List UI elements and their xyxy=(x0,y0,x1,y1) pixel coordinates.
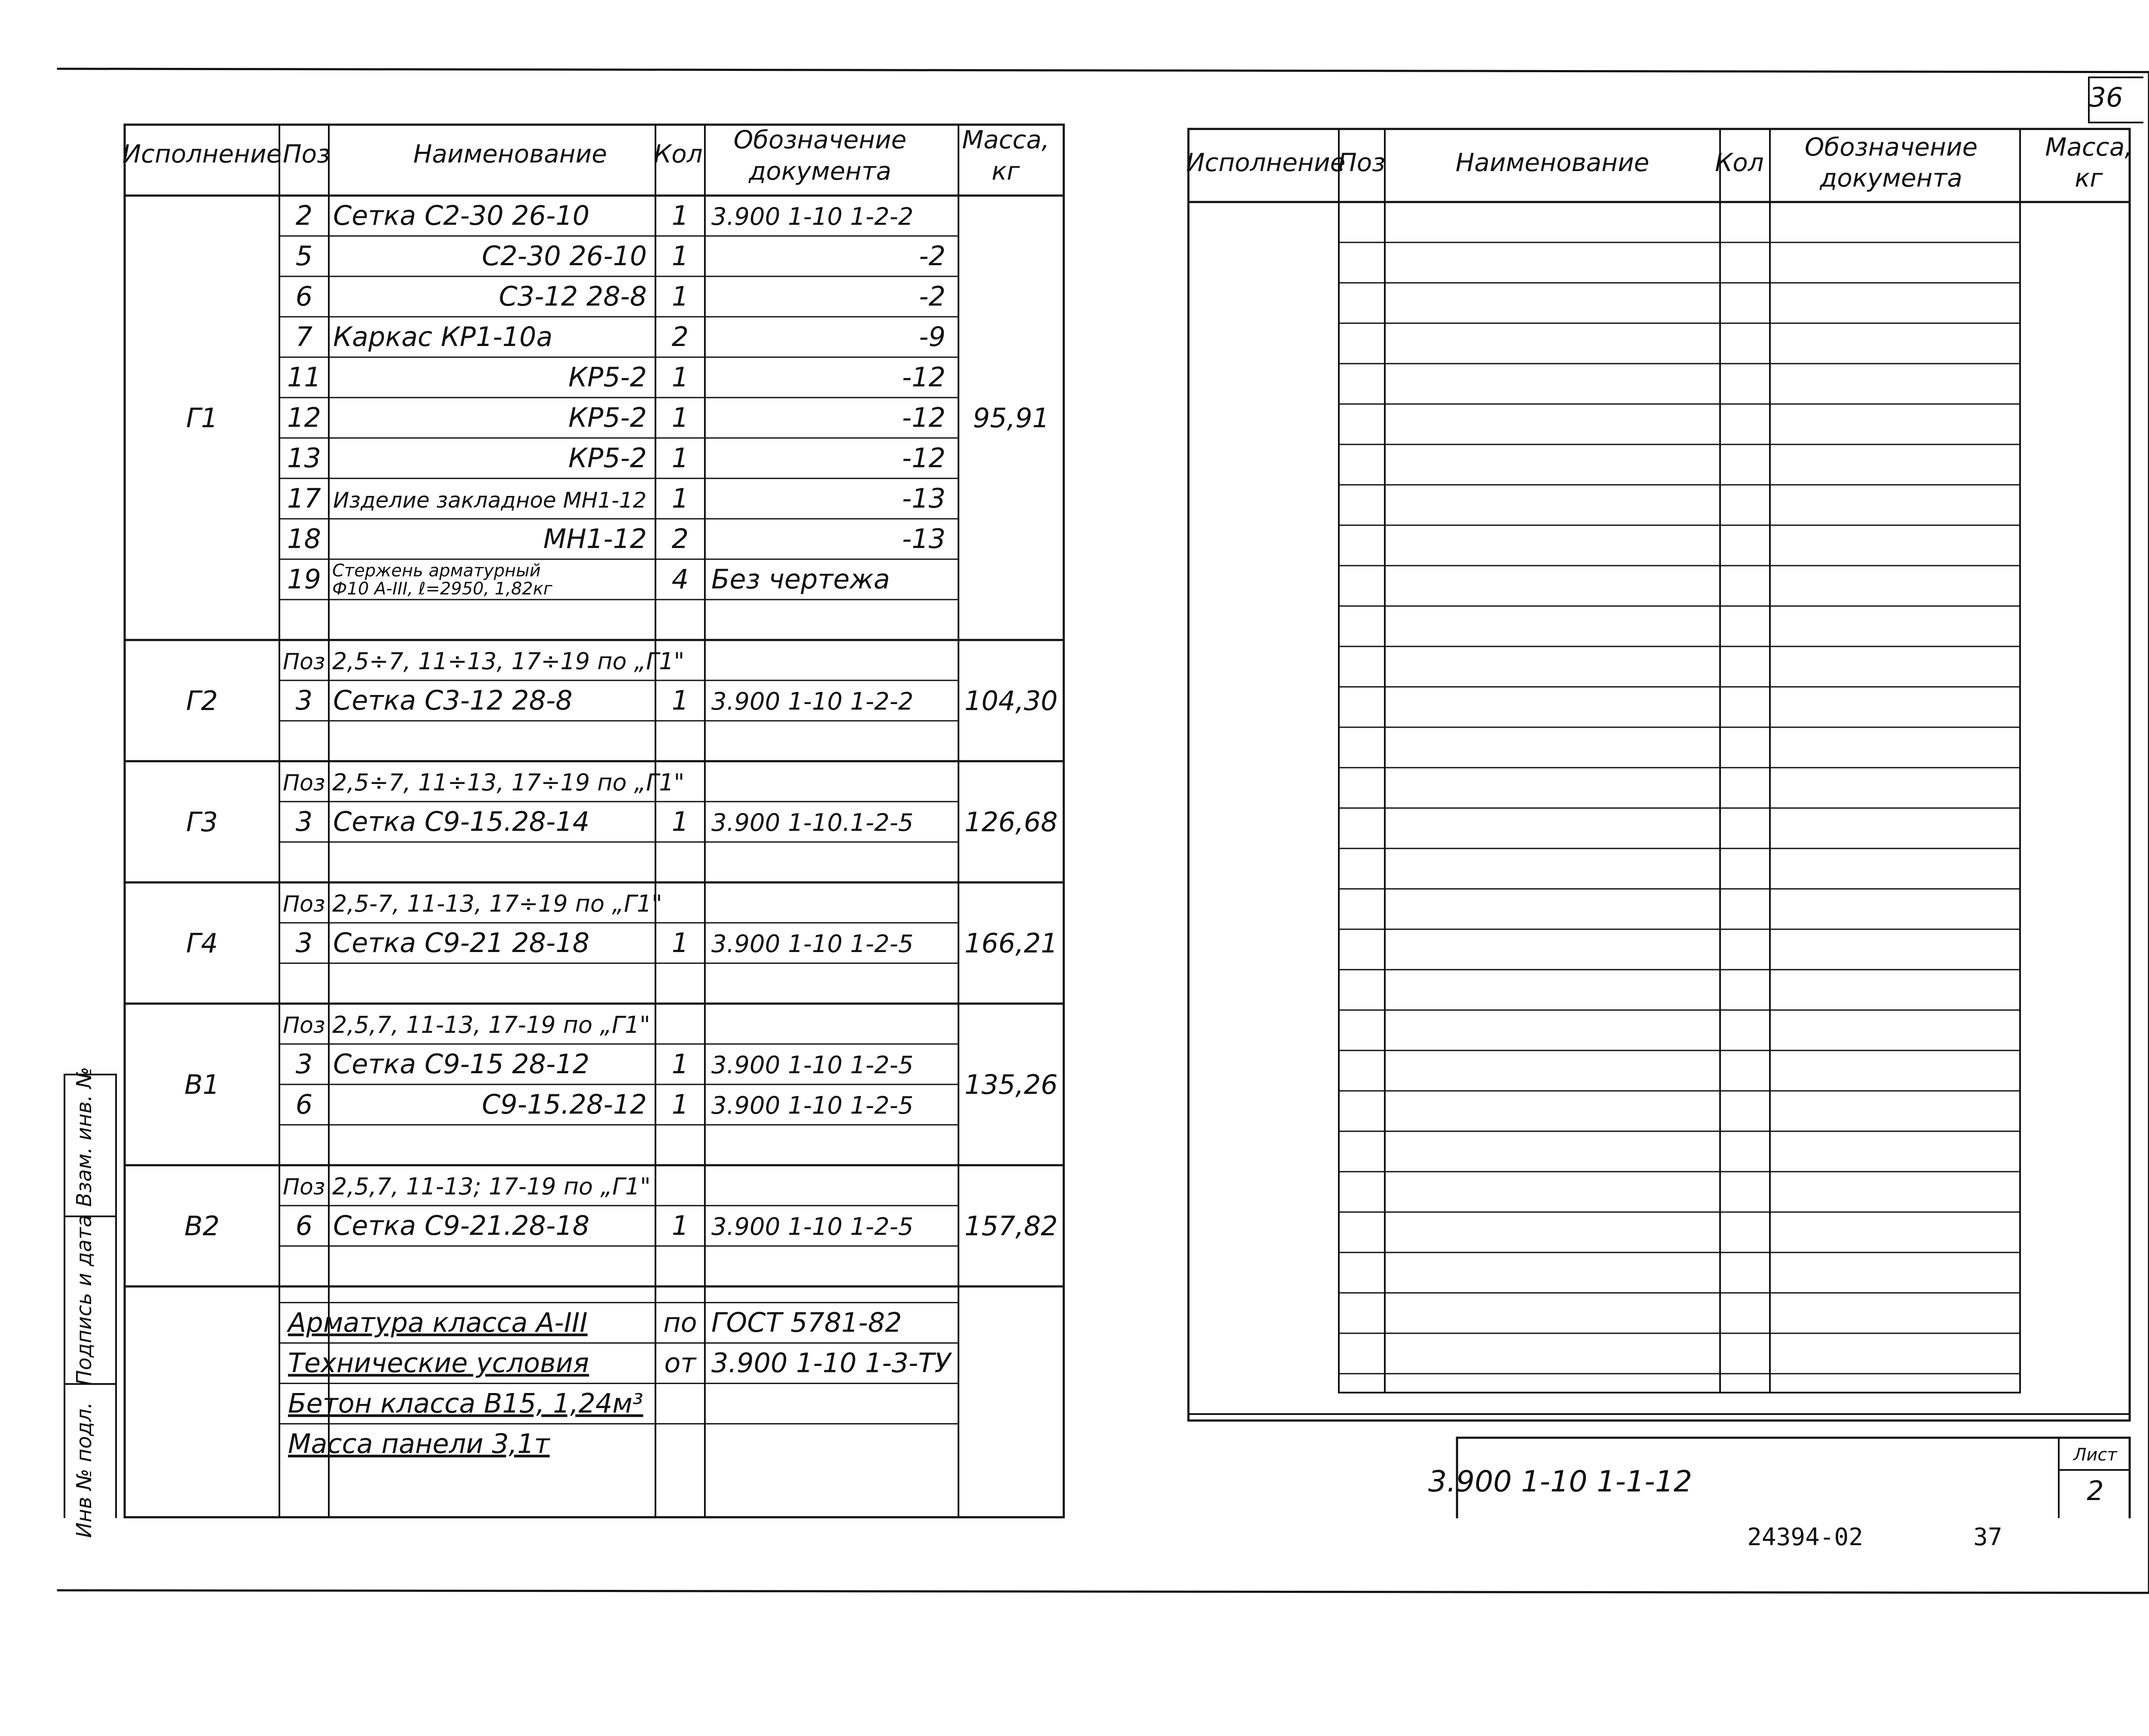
row-qty: 1 xyxy=(671,927,689,958)
row-document: -12 xyxy=(902,442,946,474)
execution-label: В2 xyxy=(184,1210,220,1242)
row-name: Сетка С3-12 28-8 xyxy=(333,685,573,716)
row-pos: 11 xyxy=(287,361,321,393)
mass-value: 126,68 xyxy=(964,806,1058,838)
right-header-document-line2: документа xyxy=(1820,163,1962,193)
left-table-header xyxy=(122,125,1050,186)
row-pos: 6 xyxy=(295,281,313,312)
ref-pos-label: Поз xyxy=(283,891,325,917)
row-qty: 2 xyxy=(671,321,689,352)
row-name-line2: Ф10 А-III, ℓ=2950, 1,82кг xyxy=(332,579,553,599)
row-qty: 1 xyxy=(671,281,689,312)
left-table-body xyxy=(184,200,1058,1460)
sheet-number: 36 xyxy=(2089,82,2123,113)
note-text: Бетон класса В15, 1,24м³ xyxy=(288,1387,643,1419)
row-qty: 1 xyxy=(671,200,689,231)
mass-value: 104,30 xyxy=(964,685,1058,716)
header-execution: Исполнение xyxy=(122,139,282,168)
row-qty: 1 xyxy=(671,1048,689,1080)
row-qty: 1 xyxy=(671,685,689,716)
header-qty: Кол xyxy=(654,139,703,168)
mass-value: 135,26 xyxy=(964,1069,1058,1100)
note-text: Технические условия xyxy=(288,1347,589,1379)
row-pos: 19 xyxy=(287,563,321,595)
header-pos: Поз xyxy=(283,139,330,168)
execution-label: Г2 xyxy=(186,685,218,716)
note-text: Арматура класса А-III xyxy=(288,1307,588,1338)
page-number: 37 xyxy=(1973,1523,2002,1551)
row-qty: 1 xyxy=(671,402,689,433)
side-stamp xyxy=(72,1067,96,1538)
row-name-line1: Стержень арматурный xyxy=(332,561,541,581)
row-document: 3.900 1-10 1-2-5 xyxy=(711,1051,914,1079)
row-name: Сетка С9-15 28-12 xyxy=(333,1048,590,1080)
bottom-border-line xyxy=(58,1590,2149,1593)
row-name: МН1-12 xyxy=(543,523,647,554)
row-name: Каркас КР1-10а xyxy=(333,321,553,352)
execution-label: Г3 xyxy=(186,806,218,838)
row-document: 3.900 1-10.1-2-5 xyxy=(711,809,914,837)
row-name: КР5-2 xyxy=(568,442,647,474)
row-pos: 17 xyxy=(287,483,321,514)
note-document: 3.900 1-10 1-3-ТУ xyxy=(711,1347,951,1379)
row-name: КР5-2 xyxy=(568,361,647,393)
ref-pos-label: Поз xyxy=(283,1013,325,1038)
row-document: -2 xyxy=(919,281,946,312)
header-document-line1: Обозначение xyxy=(733,125,907,154)
note-document: ГОСТ 5781-82 xyxy=(711,1307,902,1338)
row-document: 3.900 1-10 1-2-5 xyxy=(711,1213,914,1241)
right-header-name: Наименование xyxy=(1455,148,1650,177)
ref-note: 2,5÷7, 11÷13, 17÷19 по „Г1" xyxy=(332,648,685,675)
right-header-document-line1: Обозначение xyxy=(1804,132,1978,162)
row-pos: 6 xyxy=(295,1089,313,1120)
row-name: Изделие закладное МН1-12 xyxy=(333,488,647,513)
right-table-header xyxy=(1186,132,2133,193)
row-name: Сетка С9-21 28-18 xyxy=(333,927,590,958)
row-name: С3-12 28-8 xyxy=(499,281,647,312)
row-pos: 13 xyxy=(287,442,321,474)
row-name: Сетка С2-30 26-10 xyxy=(333,200,590,231)
row-qty: 1 xyxy=(671,361,689,393)
header-document-line2: документа xyxy=(749,156,891,186)
sheet-label: Лист xyxy=(2073,1445,2117,1465)
ref-note: 2,5,7, 11-13; 17-19 по „Г1" xyxy=(332,1173,651,1200)
execution-label: Г1 xyxy=(186,402,218,434)
row-qty: 4 xyxy=(671,563,689,595)
row-qty: 1 xyxy=(671,240,689,272)
row-document: 3.900 1-10 1-2-2 xyxy=(711,203,914,231)
right-header-execution: Исполнение xyxy=(1186,148,1346,177)
ref-note: 2,5,7, 11-13, 17-19 по „Г1" xyxy=(332,1011,650,1038)
row-document: 3.900 1-10 1-2-5 xyxy=(711,1092,914,1120)
right-header-mass-line2: кг xyxy=(2075,163,2103,193)
document-designation: 3.900 1-10 1-1-12 xyxy=(1428,1465,1693,1499)
row-name: Сетка С9-21.28-18 xyxy=(333,1210,590,1241)
row-pos: 6 xyxy=(295,1210,313,1241)
row-document: -13 xyxy=(902,483,946,514)
row-qty: 1 xyxy=(671,1210,689,1241)
row-name: С9-15.28-12 xyxy=(482,1089,647,1120)
row-document: -13 xyxy=(902,523,946,554)
row-qty: 1 xyxy=(671,806,689,837)
mass-value: 166,21 xyxy=(964,928,1058,959)
row-pos: 5 xyxy=(295,240,313,272)
side-stamp-replacement: Взам. инв. № xyxy=(72,1067,96,1207)
header-mass-line1: Масса, xyxy=(962,125,1050,154)
mass-value: 95,91 xyxy=(973,402,1050,434)
right-header-pos: Поз xyxy=(1338,148,1385,177)
row-pos: 3 xyxy=(295,806,313,837)
row-pos: 3 xyxy=(295,1048,313,1080)
ref-pos-label: Поз xyxy=(283,770,325,796)
side-stamp-inventory: Инв № подл. xyxy=(72,1402,96,1538)
ref-note: 2,5-7, 11-13, 17÷19 по „Г1" xyxy=(332,890,662,917)
row-document: -2 xyxy=(919,240,946,272)
row-document: -12 xyxy=(902,402,946,433)
row-qty: 1 xyxy=(671,442,689,474)
row-pos: 3 xyxy=(295,927,313,958)
title-block xyxy=(1428,1445,2118,1506)
archive-number: 24394-02 xyxy=(1747,1523,1863,1551)
header-mass-line2: кг xyxy=(992,156,1020,186)
header-name: Наименование xyxy=(413,139,607,168)
row-name: КР5-2 xyxy=(568,402,647,433)
row-pos: 3 xyxy=(295,685,313,716)
row-pos: 18 xyxy=(287,523,321,554)
row-qty: 2 xyxy=(671,523,689,554)
ref-pos-label: Поз xyxy=(283,649,325,675)
row-document: 3.900 1-10 1-2-2 xyxy=(711,688,914,716)
row-pos: 12 xyxy=(287,402,321,433)
row-document: Без чертежа xyxy=(711,563,890,595)
ref-note: 2,5÷7, 11÷13, 17÷19 по „Г1" xyxy=(332,769,685,796)
row-qty: 1 xyxy=(671,483,689,514)
top-border-line xyxy=(58,69,2149,72)
side-stamp-signature: Подпись и дата xyxy=(72,1215,96,1386)
note-connector: по xyxy=(663,1307,697,1338)
row-pos: 2 xyxy=(295,200,313,231)
row-pos: 7 xyxy=(295,321,313,352)
note-text: Масса панели 3,1т xyxy=(288,1428,550,1460)
row-document: 3.900 1-10 1-2-5 xyxy=(711,930,914,958)
row-document: -9 xyxy=(919,321,946,352)
sheet-value: 2 xyxy=(2087,1475,2104,1506)
note-connector: от xyxy=(664,1347,696,1379)
row-qty: 1 xyxy=(671,1089,689,1120)
row-name: С2-30 26-10 xyxy=(482,240,647,272)
right-header-qty: Кол xyxy=(1715,148,1764,177)
execution-label: Г4 xyxy=(186,928,218,959)
ref-pos-label: Поз xyxy=(283,1174,325,1200)
right-header-mass-line1: Масса, xyxy=(2045,132,2133,162)
row-document: -12 xyxy=(902,361,946,393)
row-name: Сетка С9-15.28-14 xyxy=(333,806,590,837)
execution-label: В1 xyxy=(184,1069,220,1100)
mass-value: 157,82 xyxy=(964,1210,1058,1242)
